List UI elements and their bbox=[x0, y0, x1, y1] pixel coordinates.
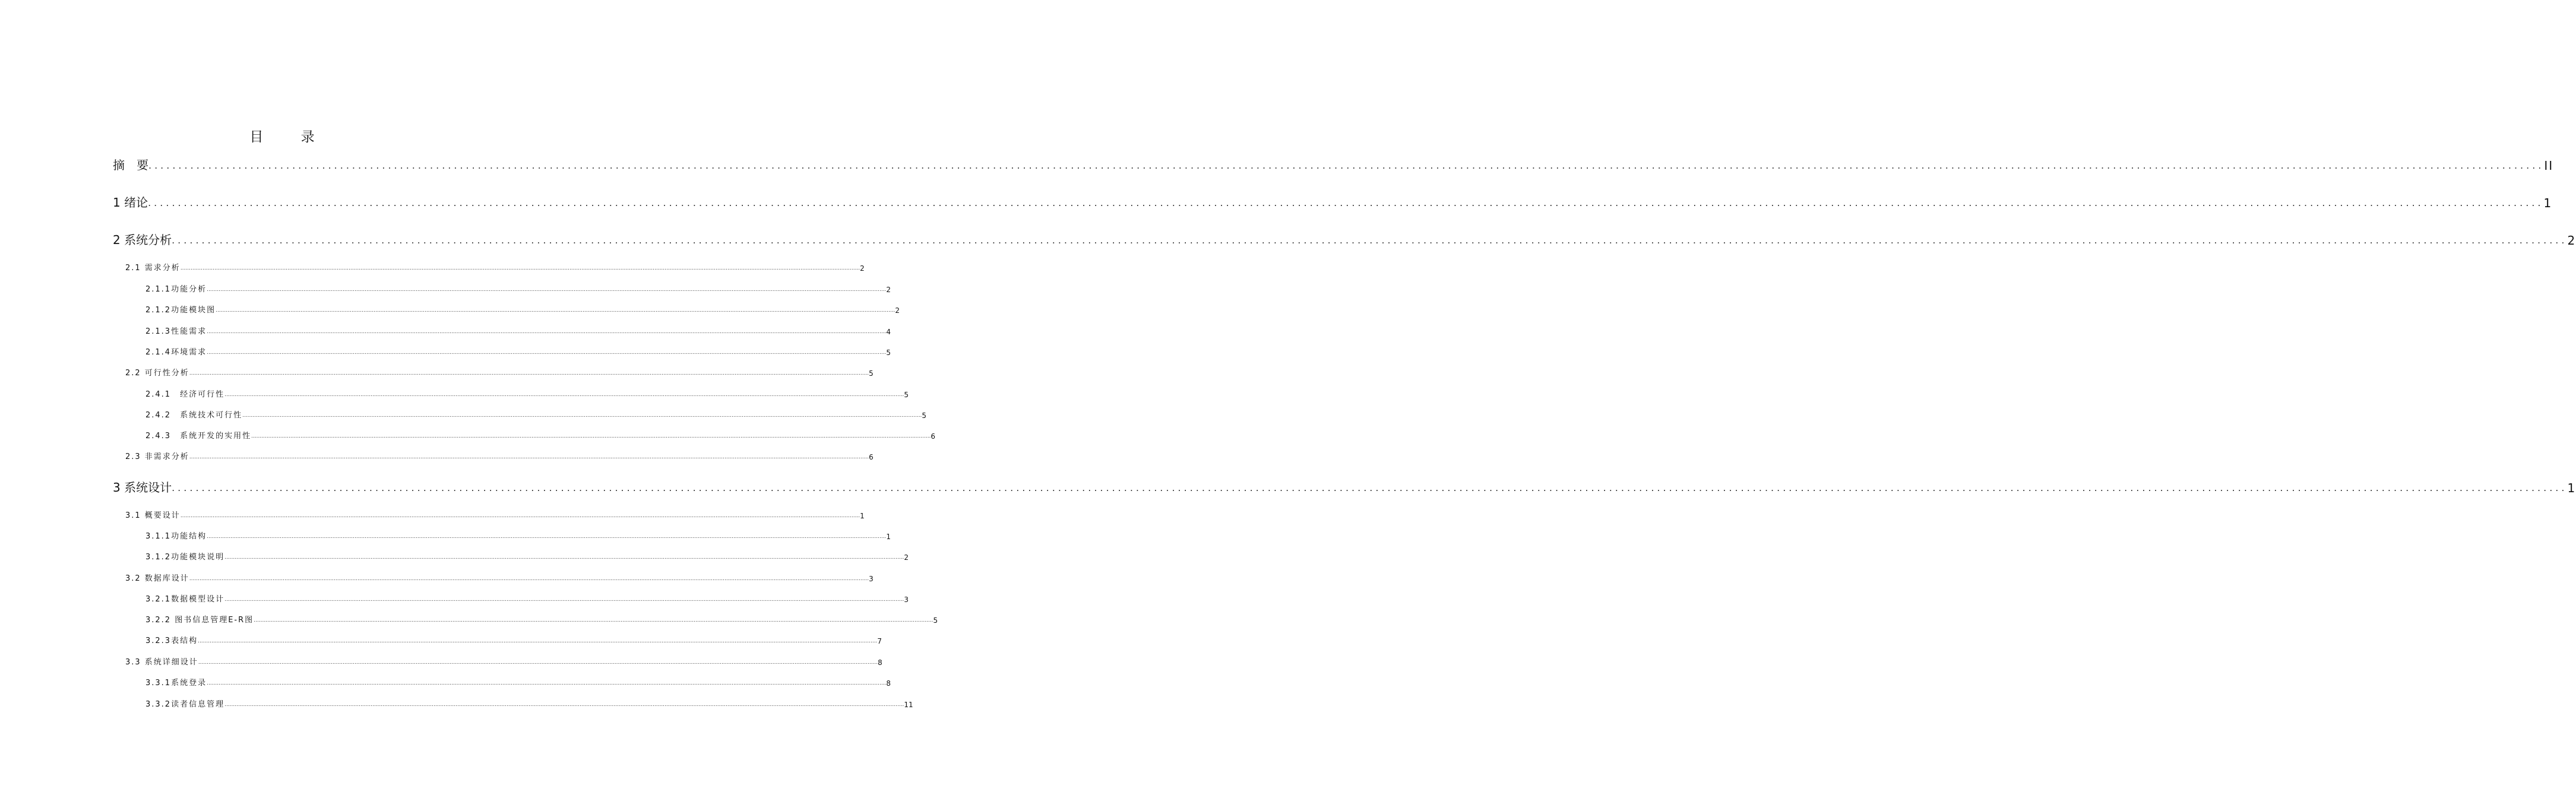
toc-entry-label: 2.1.3性能需求 bbox=[145, 327, 207, 336]
toc-leader-dots: ................................................................................................................................................................................................................................................................................................................................................................................................................ bbox=[180, 265, 860, 271]
toc-leader-dots: ................................................................................................................................................................................................................................................................................................................................................................................................................ bbox=[254, 618, 933, 623]
toc-entry[interactable] bbox=[145, 303, 900, 315]
toc-entry-label: 3.1.2功能模块说明 bbox=[145, 553, 225, 562]
toc-leader-dots: ................................................................................................................................................................................................................................................................................................................................................................................................................ bbox=[189, 576, 869, 582]
toc-leader-dots: ................................................................................................................................................................................................................................................................................................................................................................................................................ bbox=[148, 160, 2545, 171]
toc-entry-label: 2.1 需求分析 bbox=[125, 264, 181, 273]
toc-entry-page: 2 bbox=[904, 553, 909, 562]
toc-entry-page: 8 bbox=[878, 658, 882, 667]
toc-entry-page: 6 bbox=[931, 432, 936, 441]
toc-entry[interactable] bbox=[113, 156, 2554, 173]
toc-entry[interactable] bbox=[145, 408, 927, 420]
toc-entry[interactable] bbox=[145, 530, 891, 541]
toc-entry-label: 摘 要 bbox=[113, 158, 148, 172]
toc-leader-dots: ................................................................................................................................................................................................................................................................................................................................................................................................................ bbox=[216, 308, 895, 314]
toc-leader-dots: ................................................................................................................................................................................................................................................................................................................................................................................................................ bbox=[207, 534, 887, 540]
toc-leader-dots: ................................................................................................................................................................................................................................................................................................................................................................................................................ bbox=[148, 197, 2544, 208]
toc-entry-label: 3.3 系统详细设计 bbox=[125, 658, 198, 667]
toc-entry-page: 2 bbox=[895, 306, 900, 315]
toc-entry-page: 5 bbox=[933, 616, 938, 625]
toc-entry[interactable] bbox=[145, 429, 936, 441]
toc-leader-dots: ................................................................................................................................................................................................................................................................................................................................................................................................................ bbox=[189, 370, 869, 376]
toc-entry[interactable] bbox=[125, 450, 874, 461]
toc-leader-dots: ................................................................................................................................................................................................................................................................................................................................................................................................................ bbox=[207, 680, 887, 686]
toc-entry[interactable] bbox=[113, 230, 2576, 248]
toc-entry-label: 2.3 非需求分析 bbox=[125, 452, 189, 461]
toc-entry-label: 3.3.1系统登录 bbox=[145, 679, 207, 688]
toc-entry[interactable] bbox=[145, 325, 891, 336]
toc-entry-label: 3.2.3表结构 bbox=[145, 636, 198, 645]
toc-entry[interactable] bbox=[125, 656, 882, 667]
toc-entry-label: 3.2 数据库设计 bbox=[125, 574, 189, 583]
toc-entry[interactable] bbox=[125, 261, 865, 273]
toc-entry-label: 3 系统设计 bbox=[113, 480, 172, 495]
toc-leader-dots: ................................................................................................................................................................................................................................................................................................................................................................................................................ bbox=[189, 454, 869, 460]
toc-entry-label: 3.1.1功能结构 bbox=[145, 532, 207, 541]
toc-entry-page: 5 bbox=[886, 349, 891, 357]
toc-entry-label: 2.4.2 系统技术可行性 bbox=[145, 411, 243, 420]
toc-entry-label: 3.3.2读者信息管理 bbox=[145, 700, 225, 709]
toc-entry-page: 1 bbox=[860, 512, 865, 520]
toc-entry[interactable] bbox=[145, 613, 938, 625]
toc-leader-dots: ................................................................................................................................................................................................................................................................................................................................................................................................................ bbox=[172, 482, 2568, 493]
toc-entry-page: 1 bbox=[2567, 481, 2576, 495]
toc-entry[interactable] bbox=[113, 478, 2576, 495]
toc-entry-label: 3.1 概要设计 bbox=[125, 511, 181, 520]
toc-entry-label: 2.1.4环境需求 bbox=[145, 348, 207, 357]
toc-entry-label: 2.1.1功能分析 bbox=[145, 285, 207, 294]
toc-entry-page: II bbox=[2544, 159, 2554, 173]
toc-entry-page: 5 bbox=[869, 369, 874, 378]
toc-entry-label: 2.2 可行性分析 bbox=[125, 369, 189, 378]
toc-leader-dots: ................................................................................................................................................................................................................................................................................................................................................................................................................ bbox=[242, 413, 922, 419]
toc-leader-dots: ................................................................................................................................................................................................................................................................................................................................................................................................................ bbox=[207, 329, 887, 335]
toc-entry-page: 3 bbox=[869, 575, 874, 583]
toc-entry-page: 2 bbox=[860, 264, 865, 273]
toc-title: 目 录 bbox=[249, 129, 331, 145]
toc-entry[interactable] bbox=[113, 193, 2553, 210]
toc-entry-page: 1 bbox=[2543, 196, 2553, 210]
toc-entry[interactable] bbox=[145, 676, 891, 688]
toc-entry-page: 2 bbox=[886, 286, 891, 294]
toc-entry[interactable] bbox=[145, 593, 909, 604]
toc-entry-page: 4 bbox=[886, 328, 891, 336]
toc-leader-dots: ................................................................................................................................................................................................................................................................................................................................................................................................................ bbox=[180, 513, 860, 519]
toc-entry-page: 5 bbox=[922, 411, 927, 420]
toc-entry-label: 2.4.1 经济可行性 bbox=[145, 390, 225, 399]
toc-leader-dots: ................................................................................................................................................................................................................................................................................................................................................................................................................ bbox=[207, 287, 887, 293]
toc-entry-page: 7 bbox=[877, 637, 882, 645]
toc-entry-label: 3.2.1数据模型设计 bbox=[145, 595, 225, 604]
toc-leader-dots: ................................................................................................................................................................................................................................................................................................................................................................................................................ bbox=[224, 555, 904, 560]
toc-entry-page: 2 bbox=[2567, 233, 2576, 248]
toc-entry-label: 2.4.3 系统开发的实用性 bbox=[145, 432, 252, 441]
toc-entry-page: 1 bbox=[886, 533, 891, 541]
toc-entry-label: 1 绪论 bbox=[113, 195, 148, 210]
toc-entry[interactable] bbox=[125, 366, 874, 378]
toc-entry[interactable] bbox=[145, 634, 882, 645]
toc-leader-dots: ................................................................................................................................................................................................................................................................................................................................................................................................................ bbox=[224, 702, 904, 708]
toc-entry-page: 8 bbox=[886, 679, 891, 688]
toc-entry-label: 2 系统分析 bbox=[113, 233, 172, 247]
toc-leader-dots: ................................................................................................................................................................................................................................................................................................................................................................................................................ bbox=[224, 392, 904, 398]
toc-entry-page: 3 bbox=[904, 596, 909, 604]
toc-entry[interactable] bbox=[125, 572, 874, 583]
toc-entry-label: 3.2.2 图书信息管理E-R图 bbox=[145, 616, 254, 625]
toc-entry-page: 5 bbox=[904, 391, 909, 399]
toc-leader-dots: ................................................................................................................................................................................................................................................................................................................................................................................................................ bbox=[224, 597, 904, 603]
toc-leader-dots: ................................................................................................................................................................................................................................................................................................................................................................................................................ bbox=[172, 235, 2568, 246]
toc-leader-dots: ................................................................................................................................................................................................................................................................................................................................................................................................................ bbox=[198, 660, 878, 666]
toc-entry[interactable] bbox=[145, 698, 913, 709]
toc-leader-dots: ................................................................................................................................................................................................................................................................................................................................................................................................................ bbox=[198, 638, 878, 644]
toc-leader-dots: ................................................................................................................................................................................................................................................................................................................................................................................................................ bbox=[251, 433, 931, 439]
toc-entry-page: 6 bbox=[869, 453, 874, 461]
toc-entry[interactable] bbox=[145, 388, 909, 399]
toc-entry[interactable] bbox=[145, 346, 891, 357]
toc-entry[interactable] bbox=[145, 550, 909, 562]
toc-entry-page: 11 bbox=[904, 701, 913, 709]
toc-entry[interactable] bbox=[145, 283, 891, 294]
toc-leader-dots: ................................................................................................................................................................................................................................................................................................................................................................................................................ bbox=[207, 350, 887, 356]
toc-entry[interactable] bbox=[125, 509, 865, 520]
toc-entry-label: 2.1.2功能模块图 bbox=[145, 306, 216, 315]
